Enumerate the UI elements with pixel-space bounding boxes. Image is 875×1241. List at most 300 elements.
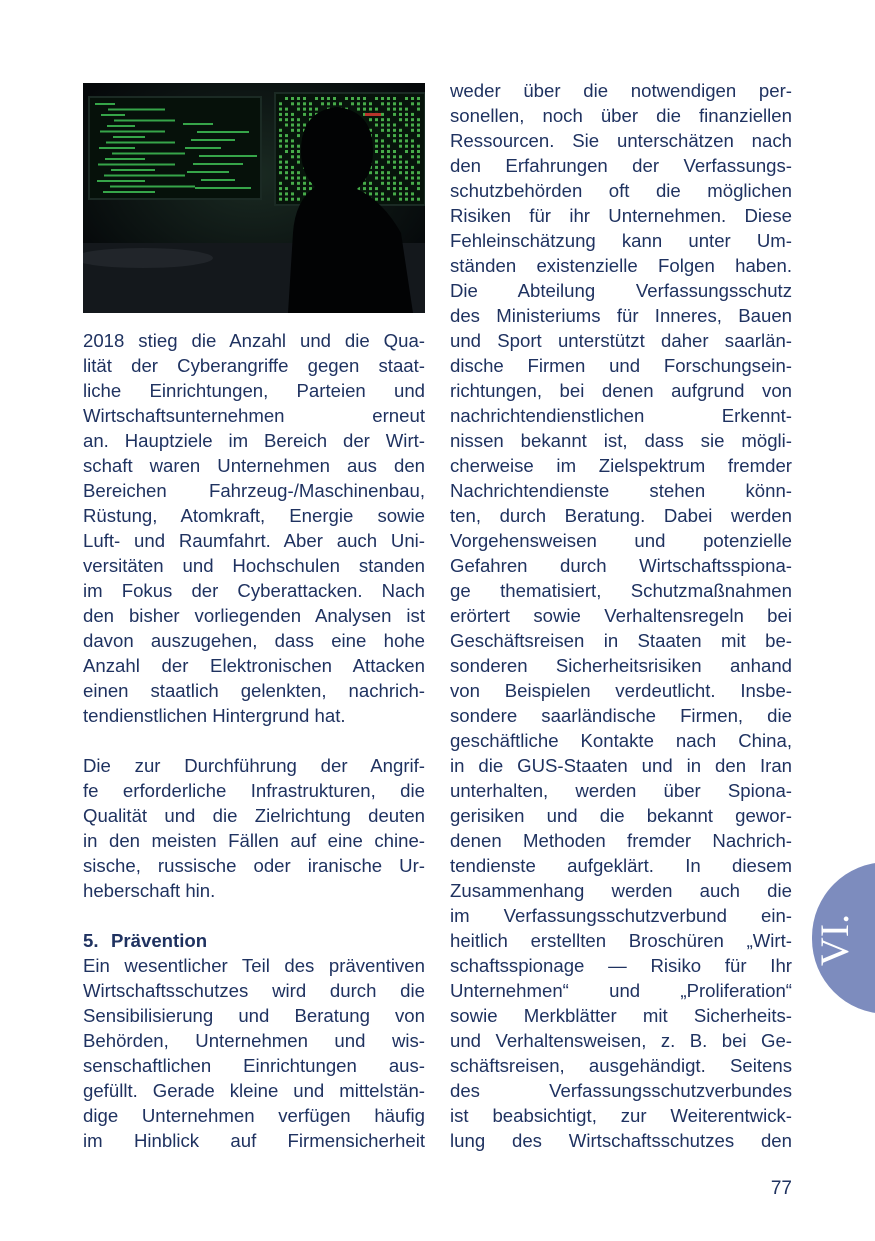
code-glyph	[363, 97, 366, 100]
code-glyph	[297, 182, 300, 185]
text-line: dische Firmen und Forschungsein-	[450, 355, 792, 376]
text-line: schaft waren Unternehmen aus den	[83, 455, 425, 476]
code-glyph	[375, 97, 378, 100]
text-line: ständen existenzielle Folgen haben.	[450, 255, 792, 276]
text-line: Unternehmen“ und „Proliferation“	[450, 980, 792, 1001]
text-line: Die zur Durchführung der Angrif-	[83, 755, 425, 776]
text-line: einen staatlich gelenkten, nachrich-	[83, 680, 425, 701]
code-glyph	[297, 150, 300, 153]
text-line: Ein wesentlicher Teil des präventiven	[83, 955, 425, 976]
code-glyph	[297, 134, 300, 137]
code-line	[99, 147, 135, 149]
text-line: Wirtschaftsunternehmen erneut	[83, 405, 425, 426]
code-line	[95, 103, 115, 105]
code-glyph	[291, 171, 294, 174]
code-glyph	[417, 102, 420, 105]
text-line: im Verfassungsschutzverbund ein-	[450, 905, 792, 926]
code-line	[111, 169, 155, 171]
right-column	[450, 78, 792, 1153]
code-glyph	[417, 171, 420, 174]
text-line: fe erforderliche Infrastrukturen, die	[83, 780, 425, 801]
code-glyph	[399, 187, 402, 190]
code-glyph	[279, 192, 282, 195]
code-line	[103, 191, 155, 193]
code-glyph	[387, 134, 390, 137]
code-glyph	[375, 145, 378, 148]
code-line	[197, 131, 249, 133]
code-glyph	[303, 113, 306, 116]
code-glyph	[309, 108, 312, 111]
code-glyph	[405, 150, 408, 153]
code-glyph	[375, 161, 378, 164]
code-glyph	[405, 97, 408, 100]
code-glyph	[393, 187, 396, 190]
code-glyph	[339, 102, 342, 105]
code-glyph	[291, 150, 294, 153]
text-line: 2018 stieg die Anzahl und die Qua-	[83, 330, 425, 351]
code-glyph	[399, 198, 402, 201]
code-glyph	[297, 155, 300, 158]
code-glyph	[321, 97, 324, 100]
code-glyph	[297, 198, 300, 201]
code-glyph	[387, 124, 390, 127]
code-glyph	[417, 129, 420, 132]
code-glyph	[387, 182, 390, 185]
code-line	[193, 163, 243, 165]
code-glyph	[381, 192, 384, 195]
code-glyph	[399, 166, 402, 169]
code-glyph	[285, 108, 288, 111]
text-line: erörtert sowie Verhaltensregeln bei	[450, 605, 792, 626]
code-glyph	[279, 171, 282, 174]
code-glyph	[417, 124, 420, 127]
code-glyph	[375, 171, 378, 174]
code-glyph	[387, 198, 390, 201]
text-line: Wirtschaftsschutzes wird durch die	[83, 980, 425, 1001]
code-glyph	[411, 102, 414, 105]
code-glyph	[315, 97, 318, 100]
code-glyph	[291, 177, 294, 180]
code-glyph	[411, 129, 414, 132]
code-glyph	[357, 102, 360, 105]
code-glyph	[291, 166, 294, 169]
code-glyph	[303, 177, 306, 180]
code-glyph	[387, 187, 390, 190]
code-glyph	[405, 145, 408, 148]
text-line: Die Abteilung Verfassungsschutz	[450, 280, 792, 301]
code-glyph	[297, 145, 300, 148]
code-glyph	[387, 177, 390, 180]
code-glyph	[387, 129, 390, 132]
code-glyph	[369, 108, 372, 111]
code-glyph	[393, 192, 396, 195]
text-line: Anzahl der Elektronischen Attacken	[83, 655, 425, 676]
text-line: heberschaft hin.	[83, 880, 216, 901]
paragraph-attribution	[83, 753, 425, 903]
code-glyph	[285, 192, 288, 195]
code-glyph	[381, 171, 384, 174]
code-glyph	[381, 150, 384, 153]
text-line: nissen bekannt ist, dass sie mögli-	[450, 430, 792, 451]
code-line	[183, 123, 213, 125]
code-glyph	[285, 97, 288, 100]
paragraph-continued	[450, 78, 792, 1153]
code-glyph	[279, 134, 282, 137]
code-glyph	[393, 108, 396, 111]
code-line	[113, 136, 145, 138]
code-line	[104, 175, 185, 177]
code-glyph	[411, 177, 414, 180]
code-glyph	[375, 177, 378, 180]
text-line: unterhalten, werden über Spiona-	[450, 780, 792, 801]
text-line: schäftsreisen, ausgehändigt. Seitens	[450, 1055, 792, 1076]
code-glyph	[399, 134, 402, 137]
code-glyph	[279, 113, 282, 116]
code-glyph	[309, 113, 312, 116]
code-line	[97, 180, 145, 182]
code-glyph	[393, 139, 396, 142]
text-line: Behörden, Unternehmen und wis-	[83, 1030, 425, 1051]
text-line: Risiken für ihr Unternehmen. Diese	[450, 205, 792, 226]
text-line: Gefahren durch Wirtschaftsspiona-	[450, 555, 792, 576]
code-glyph	[303, 182, 306, 185]
text-line: ge thematisiert, Schutzmaßnahmen	[450, 580, 792, 601]
code-glyph	[285, 187, 288, 190]
code-glyph	[411, 182, 414, 185]
code-glyph	[291, 182, 294, 185]
text-line: Qualität und die Zielrichtung deuten	[83, 805, 425, 826]
code-glyph	[393, 129, 396, 132]
code-glyph	[393, 102, 396, 105]
code-line	[199, 155, 257, 157]
code-glyph	[297, 102, 300, 105]
code-glyph	[375, 134, 378, 137]
code-glyph	[357, 97, 360, 100]
text-line: des Ministeriums für Inneres, Bauen	[450, 305, 792, 326]
code-glyph	[297, 129, 300, 132]
text-line: senschaftlichen Einrichtungen aus-	[83, 1055, 425, 1076]
code-glyph	[405, 134, 408, 137]
text-line: sondere saarländische Firmen, die	[450, 705, 792, 726]
text-line: Geschäftsreisen in Staaten mit be-	[450, 630, 792, 651]
code-glyph	[297, 177, 300, 180]
code-glyph	[417, 155, 420, 158]
text-line: denen Methoden fremder Nachrich-	[450, 830, 792, 851]
code-glyph	[285, 145, 288, 148]
code-glyph	[297, 171, 300, 174]
code-glyph	[285, 198, 288, 201]
code-glyph	[405, 198, 408, 201]
text-line: Ressourcen. Sie unterschätzen nach	[450, 130, 792, 151]
code-glyph	[417, 108, 420, 111]
code-glyph	[375, 118, 378, 121]
code-glyph	[375, 187, 378, 190]
text-line: tendienstlichen Hintergrund hat.	[83, 705, 346, 726]
code-glyph	[417, 182, 420, 185]
code-glyph	[411, 113, 414, 116]
code-glyph	[375, 150, 378, 153]
code-glyph	[387, 145, 390, 148]
text-line: im Fokus der Cyberattacken. Nach	[83, 580, 425, 601]
code-glyph	[399, 129, 402, 132]
text-line: im Hinblick auf Firmensicherheit	[83, 1130, 425, 1151]
code-glyph	[381, 118, 384, 121]
code-glyph	[387, 97, 390, 100]
code-glyph	[291, 155, 294, 158]
code-glyph	[285, 166, 288, 169]
code-glyph	[381, 155, 384, 158]
text-line: von Beispielen verdeutlicht. Insbe-	[450, 680, 792, 701]
code-glyph	[291, 113, 294, 116]
code-glyph	[375, 139, 378, 142]
code-glyph	[399, 171, 402, 174]
code-glyph	[375, 108, 378, 111]
code-glyph	[411, 192, 414, 195]
code-glyph	[279, 108, 282, 111]
code-line	[101, 114, 125, 116]
code-glyph	[411, 139, 414, 142]
code-line	[100, 131, 165, 133]
code-glyph	[327, 102, 330, 105]
code-glyph	[279, 118, 282, 121]
text-line: davon auszugehen, dass eine hohe	[83, 630, 425, 651]
code-glyph	[369, 102, 372, 105]
code-glyph	[381, 97, 384, 100]
code-glyph	[393, 177, 396, 180]
code-glyph	[279, 198, 282, 201]
text-line: tendienste aufgeklärt. In diesem	[450, 855, 792, 876]
text-line: den Erfahrungen der Verfassungs-	[450, 155, 792, 176]
code-glyph	[375, 124, 378, 127]
code-glyph	[303, 187, 306, 190]
text-line: an. Hauptziele im Bereich der Wirt-	[83, 430, 425, 451]
code-glyph	[279, 161, 282, 164]
page-number: 77	[770, 1178, 792, 1199]
left-column	[83, 328, 425, 1153]
code-glyph	[393, 134, 396, 137]
text-line: ist beabsichtigt, zur Weiterentwick-	[450, 1105, 792, 1126]
code-glyph	[411, 155, 414, 158]
text-line: Luft- und Raumfahrt. Aber auch Uni-	[83, 530, 425, 551]
code-glyph	[411, 150, 414, 153]
code-glyph	[387, 102, 390, 105]
code-glyph	[369, 192, 372, 195]
code-glyph	[387, 150, 390, 153]
code-glyph	[405, 113, 408, 116]
code-glyph	[411, 118, 414, 121]
code-glyph	[309, 187, 312, 190]
code-glyph	[291, 97, 294, 100]
code-glyph	[399, 118, 402, 121]
code-glyph	[303, 102, 306, 105]
code-glyph	[387, 118, 390, 121]
code-glyph	[393, 161, 396, 164]
code-glyph	[417, 161, 420, 164]
text-line: in die GUS-Staaten und in den Iran	[450, 755, 792, 776]
text-line: nachrichtendienstlichen Erkennt-	[450, 405, 792, 426]
code-glyph	[393, 182, 396, 185]
code-glyph	[387, 108, 390, 111]
code-glyph	[369, 182, 372, 185]
code-line	[185, 147, 221, 149]
text-line: dige Unternehmen verfügen häufig	[83, 1105, 425, 1126]
code-glyph	[399, 182, 402, 185]
code-glyph	[279, 182, 282, 185]
code-line	[114, 120, 175, 122]
paragraph-prevention	[83, 953, 425, 1153]
code-glyph	[381, 182, 384, 185]
code-glyph	[393, 150, 396, 153]
code-glyph	[399, 113, 402, 116]
code-glyph	[405, 171, 408, 174]
code-glyph	[405, 118, 408, 121]
code-glyph	[303, 97, 306, 100]
code-line	[201, 179, 235, 181]
code-glyph	[327, 97, 330, 100]
text-line: und Verhaltensweisen, z. B. bei Ge-	[450, 1030, 792, 1051]
code-line	[110, 186, 195, 188]
code-glyph	[399, 192, 402, 195]
code-glyph	[405, 166, 408, 169]
code-glyph	[405, 139, 408, 142]
code-glyph	[405, 108, 408, 111]
text-line: lität der Cyberangriffe gegen staat-	[83, 355, 425, 376]
text-line: gefüllt. Gerade kleine und mittelstän-	[83, 1080, 425, 1101]
text-line: Zusammenhang werden auch die	[450, 880, 792, 901]
code-glyph	[393, 124, 396, 127]
code-glyph	[399, 145, 402, 148]
code-glyph	[411, 97, 414, 100]
code-glyph	[381, 102, 384, 105]
chapter-label: VI.	[812, 913, 857, 967]
text-line: sowie Merkblätter mit Sicherheits-	[450, 1005, 792, 1026]
code-glyph	[279, 155, 282, 158]
code-glyph	[411, 198, 414, 201]
text-line: weder über die notwendigen per-	[450, 80, 792, 101]
code-glyph	[297, 124, 300, 127]
text-line: Bereichen Fahrzeug-/Maschinenbau,	[83, 480, 425, 501]
photo-illustration	[83, 83, 425, 313]
code-glyph	[285, 134, 288, 137]
code-glyph	[291, 145, 294, 148]
text-line: des Verfassungsschutzverbundes	[450, 1080, 792, 1101]
code-line	[105, 158, 145, 160]
code-glyph	[393, 155, 396, 158]
code-glyph	[417, 145, 420, 148]
code-glyph	[297, 161, 300, 164]
code-glyph	[375, 192, 378, 195]
code-glyph	[417, 177, 420, 180]
code-glyph	[285, 139, 288, 142]
section-title: Prävention	[111, 930, 208, 951]
code-glyph	[357, 108, 360, 111]
text-line: Sensibilisierung und Beratung von	[83, 1005, 425, 1026]
code-glyph	[333, 97, 336, 100]
section-number: 5.	[83, 930, 99, 951]
code-glyph	[291, 118, 294, 121]
code-glyph	[351, 97, 354, 100]
code-glyph	[399, 102, 402, 105]
code-glyph	[381, 198, 384, 201]
code-line	[191, 139, 235, 141]
code-glyph	[399, 108, 402, 111]
code-line	[112, 153, 185, 155]
text-line: Fehleinschätzung kann unter Um-	[450, 230, 792, 251]
code-glyph	[381, 129, 384, 132]
code-line	[187, 171, 229, 173]
code-glyph	[279, 166, 282, 169]
code-glyph	[291, 139, 294, 142]
code-glyph	[381, 177, 384, 180]
text-line: Vorgehensweisen und potenzielle	[450, 530, 792, 551]
code-glyph	[285, 113, 288, 116]
code-glyph	[363, 187, 366, 190]
code-glyph	[375, 166, 378, 169]
code-glyph	[375, 198, 378, 201]
code-glyph	[297, 97, 300, 100]
code-glyph	[417, 198, 420, 201]
code-glyph	[405, 161, 408, 164]
text-line: geschäftliche Kontakte nach China,	[450, 730, 792, 751]
code-glyph	[399, 139, 402, 142]
code-glyph	[309, 102, 312, 105]
text-line: lung des Wirtschaftsschutzes den	[450, 1130, 792, 1151]
code-glyph	[333, 102, 336, 105]
code-glyph	[279, 139, 282, 142]
code-glyph	[315, 108, 318, 111]
code-glyph	[285, 177, 288, 180]
code-glyph	[363, 108, 366, 111]
section-heading	[83, 928, 425, 953]
code-glyph	[297, 108, 300, 111]
code-glyph	[405, 192, 408, 195]
text-line: sonellen, noch über die finanziellen	[450, 105, 792, 126]
code-glyph	[417, 97, 420, 100]
code-glyph	[285, 150, 288, 153]
text-line: sische, russische oder iranische Ur-	[83, 855, 425, 876]
code-glyph	[411, 124, 414, 127]
code-glyph	[387, 171, 390, 174]
code-glyph	[393, 113, 396, 116]
text-line: schaftsspionage — Risiko für Ihr	[450, 955, 792, 976]
code-line	[108, 109, 165, 111]
code-glyph	[381, 145, 384, 148]
code-glyph	[417, 187, 420, 190]
code-line	[107, 125, 135, 127]
code-glyph	[405, 187, 408, 190]
text-line: den bisher vorliegenden Analysen ist	[83, 605, 425, 626]
code-glyph	[345, 97, 348, 100]
code-glyph	[381, 139, 384, 142]
code-glyph	[279, 187, 282, 190]
code-glyph	[285, 161, 288, 164]
paragraph-cyberattacks	[83, 328, 425, 728]
text-line: cherweise im Zielspektrum fremder	[450, 455, 792, 476]
code-glyph	[369, 118, 372, 121]
code-glyph	[387, 161, 390, 164]
code-line	[195, 187, 251, 189]
code-glyph	[381, 166, 384, 169]
code-glyph	[285, 171, 288, 174]
code-glyph	[279, 102, 282, 105]
text-line: richtungen, bei denen aufgrund von	[450, 380, 792, 401]
code-glyph	[291, 198, 294, 201]
code-glyph	[351, 102, 354, 105]
text-line: versitäten und Hochschulen standen	[83, 555, 425, 576]
code-glyph	[285, 124, 288, 127]
code-glyph	[297, 118, 300, 121]
code-glyph	[303, 192, 306, 195]
